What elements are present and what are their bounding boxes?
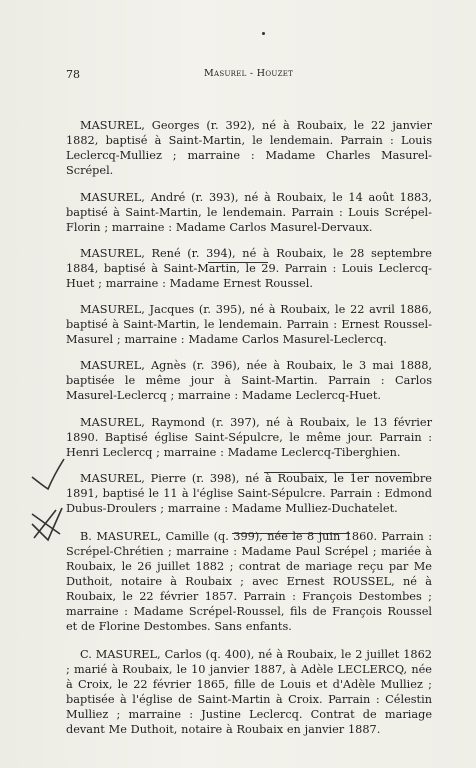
page-number: 78 xyxy=(66,68,80,81)
entry-andre: MASUREL, André (r. 393), né à Roubaix, le 14 août 1883, baptisé à Saint-Martin, le lendemain. Parrain : Louis Scrépel-Florin ; marraine : Madame Carlos Masurel-Dervaux. xyxy=(66,190,432,234)
entry-georges: MASUREL, Georges (r. 392), né à Roubaix, le 22 janvier 1882, baptisé à Saint-Martin, le lendemain. Parrain : Louis Leclercq-Mulliez ; marraine : Madame Charles Masurel-Scrépel. xyxy=(66,119,432,178)
pencil-underline-screpel xyxy=(232,533,350,534)
entry-agnes: MASUREL, Agnès (r. 396), née à Roubaix, le 3 mai 1888, baptisée le même jour à Saint-Martin. Parrain : Carlos Masurel-Leclercq ; marraine : Madame Leclercq-Huet. xyxy=(66,359,432,403)
checkmark-pencil-mark xyxy=(28,455,68,495)
entry-carlos: C. MASUREL, Carlos (q. 400), né à Roubaix, le 2 juillet 1862 ; marié à Roubaix, le 10 janvier 1887, à Adèle LECLERCQ, née à Croix, le 22 février 1865, fille de Louis et d'Adèle Mulliez ; baptisée à l'église de Saint-Martin à Croix. Parrain : Célestin Mulliez ; marraine : Justine Leclercq. Contrat de mariage devant Me Duthoit, notaire à Roubaix en janvier 1887. xyxy=(66,648,432,737)
pencil-underline-tiberghien xyxy=(264,472,412,473)
pencil-underline-rene xyxy=(208,262,268,263)
crossed-checkmark-pencil-mark xyxy=(26,500,66,544)
entry-pierre: MASUREL, Pierre (r. 398), né à Roubaix, le 1er novembre 1891, baptisé le 11 à l'église Saint-Sépulcre. Parrain : Edmond Dubus-Droulers ; marraine : Madame Mulliez-Duchatelet. xyxy=(66,472,432,516)
entry-camille: B. MASUREL, Camille (q. 399), née le 8 juin 1860. Parrain : Scrépel-Chrétien ; marraine : Madame Paul Scrépel ; mariée à Roubaix, le 26 juillet 1882 ; contrat de mariage reçu par Me Duthoit, notaire à Roubaix ; avec Ernest ROUSSEL, né à Roubaix, le 22 février 1857. Parrain : François Destombes ; marraine : Madame Scrépel-Roussel, fils de François Roussel et de Florine Destombes. Sans enfants. xyxy=(66,530,432,634)
genealogy-entries xyxy=(66,107,432,750)
running-head: Masurel - Houzet xyxy=(204,68,294,79)
page-header xyxy=(66,62,432,82)
entry-raymond: MASUREL, Raymond (r. 397), né à Roubaix, le 13 février 1890. Baptisé église Saint-Sépulcre, le même jour. Parrain : Henri Leclercq ; marraine : Madame Leclercq-Tiberghien. xyxy=(66,415,432,459)
entry-jacques: MASUREL, Jacques (r. 395), né à Roubaix, le 22 avril 1886, baptisé à Saint-Martin, le lendemain. Parrain : Ernest Roussel-Masurel ; marraine : Madame Carlos Masurel-Leclercq. xyxy=(66,303,432,347)
ink-dot xyxy=(262,32,265,35)
entry-rene: MASUREL, René (r. 394), né à Roubaix, le 28 septembre 1884, baptisé à Saint-Martin, le 29. Parrain : Louis Leclercq-Huet ; marraine : Madame Ernest Roussel. xyxy=(66,246,432,290)
